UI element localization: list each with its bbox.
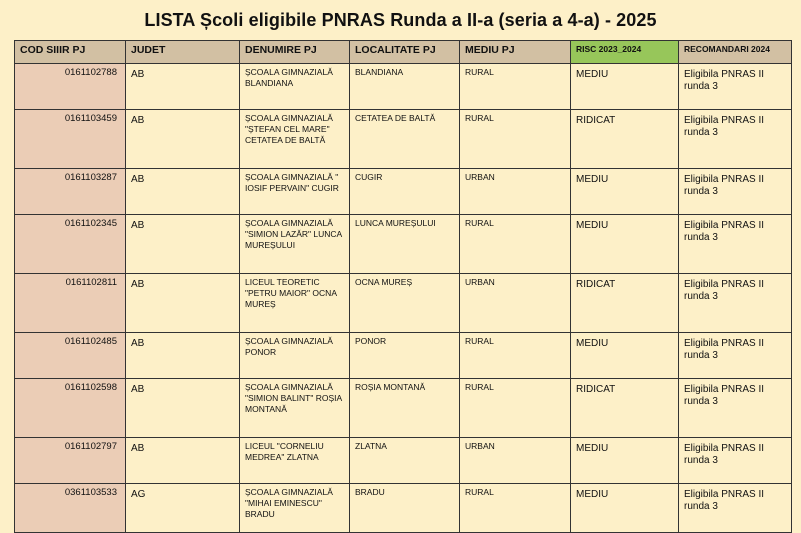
cell-denumire: LICEUL "CORNELIU MEDREA" ZLATNA bbox=[240, 438, 350, 484]
cell-localitate: ROȘIA MONTANĂ bbox=[350, 379, 460, 438]
cell-recomandare: Eligibila PNRAS II runda 3 bbox=[679, 169, 792, 215]
schools-table bbox=[14, 40, 792, 533]
page-title: LISTA Școli eligibile PNRAS Runda a II-a (seria a 4-a) - 2025 bbox=[144, 10, 657, 30]
cell-localitate: PONOR bbox=[350, 333, 460, 379]
cell-cod: 0161102345 bbox=[15, 215, 126, 274]
table-row bbox=[15, 484, 792, 533]
column-header-judet: JUDET bbox=[126, 41, 240, 64]
cell-localitate: BLANDIANA bbox=[350, 64, 460, 110]
table-row bbox=[15, 64, 792, 110]
cell-judet: AB bbox=[126, 438, 240, 484]
cell-recomandare: Eligibila PNRAS II runda 3 bbox=[679, 110, 792, 169]
table-row bbox=[15, 379, 792, 438]
cell-judet: AB bbox=[126, 274, 240, 333]
cell-recomandare: Eligibila PNRAS II runda 3 bbox=[679, 333, 792, 379]
cell-denumire: ȘCOALA GIMNAZIALĂ BLANDIANA bbox=[240, 64, 350, 110]
cell-mediu: RURAL bbox=[460, 110, 571, 169]
cell-recomandare: Eligibila PNRAS II runda 3 bbox=[679, 438, 792, 484]
cell-denumire: LICEUL TEORETIC "PETRU MAIOR" OCNA MUREȘ bbox=[240, 274, 350, 333]
cell-cod: 0361103533 bbox=[15, 484, 126, 533]
cell-mediu: RURAL bbox=[460, 379, 571, 438]
cell-judet: AB bbox=[126, 64, 240, 110]
table-row bbox=[15, 169, 792, 215]
cell-denumire: ȘCOALA GIMNAZIALĂ "MIHAI EMINESCU" BRADU bbox=[240, 484, 350, 533]
cell-localitate: OCNA MUREȘ bbox=[350, 274, 460, 333]
column-header-cod: COD SIIIR PJ bbox=[15, 41, 126, 64]
cell-judet: AB bbox=[126, 169, 240, 215]
cell-judet: AB bbox=[126, 333, 240, 379]
cell-cod: 0161102788 bbox=[15, 64, 126, 110]
cell-mediu: RURAL bbox=[460, 484, 571, 533]
cell-judet: AG bbox=[126, 484, 240, 533]
column-header-mediu: MEDIU PJ bbox=[460, 41, 571, 64]
table-row bbox=[15, 215, 792, 274]
cell-recomandare: Eligibila PNRAS II runda 3 bbox=[679, 64, 792, 110]
column-header-denumire: DENUMIRE PJ bbox=[240, 41, 350, 64]
cell-denumire: ȘCOALA GIMNAZIALĂ "ȘTEFAN CEL MARE" CETATEA DE BALTĂ bbox=[240, 110, 350, 169]
cell-recomandare: Eligibila PNRAS II runda 3 bbox=[679, 274, 792, 333]
cell-cod: 0161102598 bbox=[15, 379, 126, 438]
cell-localitate: LUNCA MUREȘULUI bbox=[350, 215, 460, 274]
cell-risc: MEDIU bbox=[571, 64, 679, 110]
cell-risc: MEDIU bbox=[571, 484, 679, 533]
cell-risc: RIDICAT bbox=[571, 379, 679, 438]
cell-localitate: CETATEA DE BALTĂ bbox=[350, 110, 460, 169]
cell-mediu: RURAL bbox=[460, 64, 571, 110]
table-row bbox=[15, 333, 792, 379]
cell-cod: 0161103287 bbox=[15, 169, 126, 215]
header-row bbox=[15, 41, 792, 64]
cell-risc: MEDIU bbox=[571, 333, 679, 379]
cell-denumire: ȘCOALA GIMNAZIALĂ PONOR bbox=[240, 333, 350, 379]
column-header-risc: RISC 2023_2024 bbox=[571, 41, 679, 64]
cell-recomandare: Eligibila PNRAS II runda 3 bbox=[679, 215, 792, 274]
cell-denumire: ȘCOALA GIMNAZIALĂ "SIMION LAZĂR" LUNCA MUREȘULUI bbox=[240, 215, 350, 274]
cell-mediu: RURAL bbox=[460, 333, 571, 379]
cell-localitate: ZLATNA bbox=[350, 438, 460, 484]
cell-risc: RIDICAT bbox=[571, 274, 679, 333]
cell-localitate: BRADU bbox=[350, 484, 460, 533]
cell-mediu: URBAN bbox=[460, 274, 571, 333]
cell-localitate: CUGIR bbox=[350, 169, 460, 215]
cell-denumire: ȘCOALA GIMNAZIALĂ " IOSIF PERVAIN" CUGIR bbox=[240, 169, 350, 215]
table-row bbox=[15, 274, 792, 333]
cell-mediu: RURAL bbox=[460, 215, 571, 274]
cell-risc: RIDICAT bbox=[571, 110, 679, 169]
cell-cod: 0161102485 bbox=[15, 333, 126, 379]
table-row bbox=[15, 110, 792, 169]
cell-denumire: ȘCOALA GIMNAZIALĂ "SIMION BALINT" ROȘIA MONTANĂ bbox=[240, 379, 350, 438]
cell-risc: MEDIU bbox=[571, 215, 679, 274]
cell-mediu: URBAN bbox=[460, 169, 571, 215]
cell-judet: AB bbox=[126, 215, 240, 274]
cell-recomandare: Eligibila PNRAS II runda 3 bbox=[679, 484, 792, 533]
cell-risc: MEDIU bbox=[571, 438, 679, 484]
cell-judet: AB bbox=[126, 110, 240, 169]
table-row bbox=[15, 438, 792, 484]
cell-recomandare: Eligibila PNRAS II runda 3 bbox=[679, 379, 792, 438]
cell-judet: AB bbox=[126, 379, 240, 438]
cell-cod: 0161102811 bbox=[15, 274, 126, 333]
cell-cod: 0161102797 bbox=[15, 438, 126, 484]
cell-mediu: URBAN bbox=[460, 438, 571, 484]
cell-cod: 0161103459 bbox=[15, 110, 126, 169]
column-header-recomandari: RECOMANDARI 2024 bbox=[679, 41, 792, 64]
cell-risc: MEDIU bbox=[571, 169, 679, 215]
column-header-localitate: LOCALITATE PJ bbox=[350, 41, 460, 64]
